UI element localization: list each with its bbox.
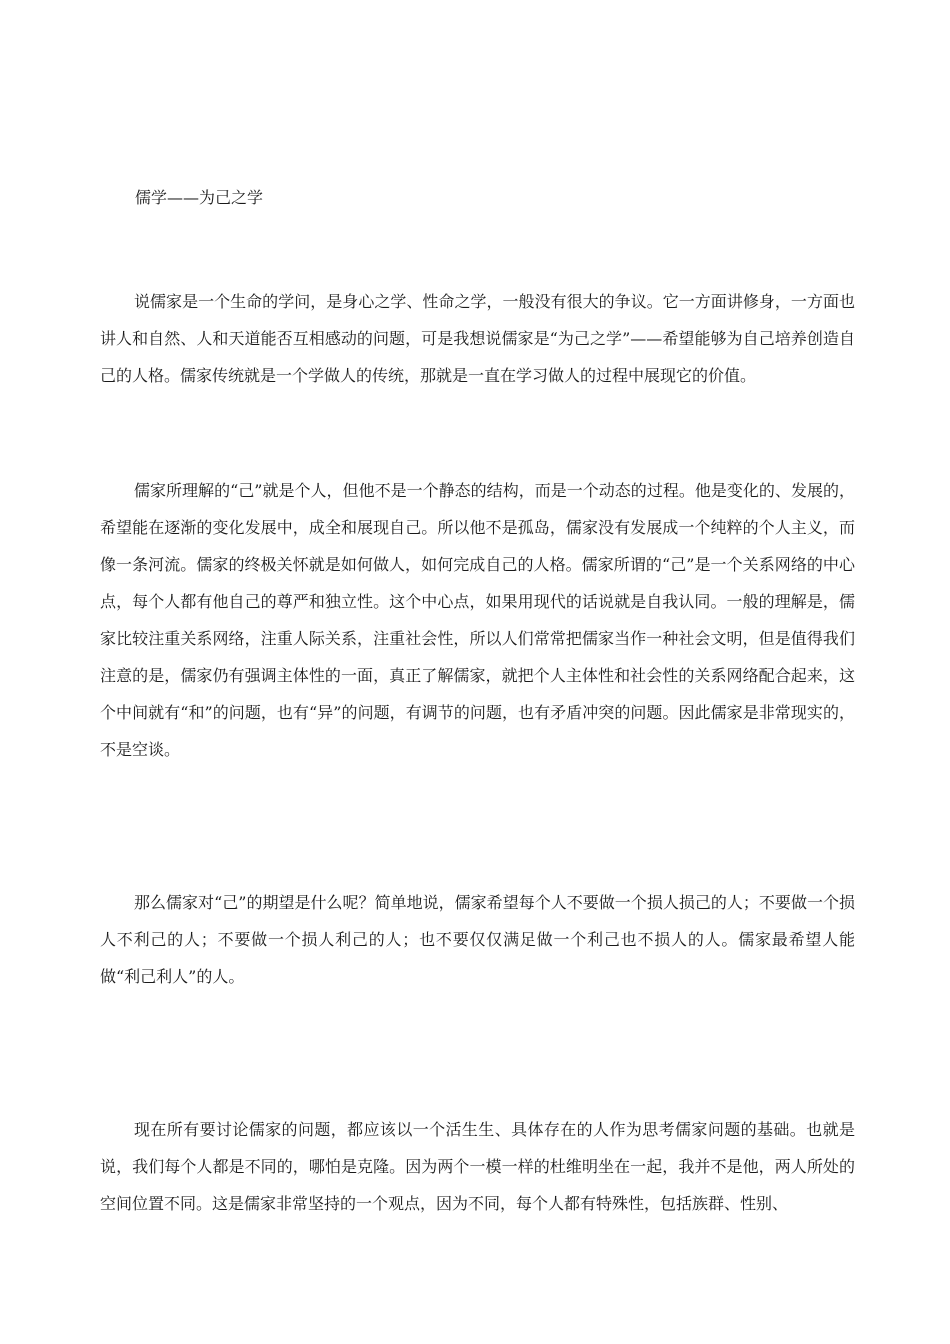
paragraph-3: 那么儒家对“己”的期望是什么呢？简单地说，儒家希望每个人不要做一个损人损己的人；不要做一个损人不利己的人；不要做一个损人利己的人；也不要仅仅满足做一个利己也不损人的人。儒家最希望人能做“利己利人”的人。 bbox=[100, 893, 855, 986]
paragraph-2: 儒家所理解的“己”就是个人，但他不是一个静态的结构，而是一个动态的过程。他是变化的、发展的，希望能在逐渐的变化发展中，成全和展现自己。所以他不是孤岛，儒家没有发展成一个纯粹的个人主义，而像一条河流。儒家的终极关怀就是如何做人，如何完成自己的人格。儒家所谓的“己”是一个关系网络的中心点，每个人都有他自己的尊严和独立性。这个中心点，如果用现代的话说就是自我认同。一般的理解是，儒家比较注重关系网络，注重人际关系，注重社会性，所以人们常常把儒家当作一种社会文明，但是值得我们注意的是，儒家仍有强调主体性的一面，真正了解儒家，就把个人主体性和社会性的关系网络配合起来，这个中间就有“和”的问题，也有“异”的问题，有调节的问题，也有矛盾冲突的问题。因此儒家是非常现实的，不是空谈。 bbox=[100, 481, 855, 759]
paragraph-4: 现在所有要讨论儒家的问题，都应该以一个活生生、具体存在的人作为思考儒家问题的基础。也就是说，我们每个人都是不同的，哪怕是克隆。因为两个一模一样的杜维明坐在一起，我并不是他，两人所处的空间位置不同。这是儒家非常坚持的一个观点，因为不同，每个人都有特殊性，包括族群、性别、 bbox=[100, 1120, 855, 1213]
document-title: 儒学——为己之学 bbox=[135, 188, 264, 207]
paragraph-1: 说儒家是一个生命的学问，是身心之学、性命之学，一般没有很大的争议。它一方面讲修身，一方面也讲人和自然、人和天道能否互相感动的问题，可是我想说儒家是“为己之学”——希望能够为自己培养创造自己的人格。儒家传统就是一个学做人的传统，那就是一直在学习做人的过程中展现它的价值。 bbox=[100, 292, 855, 385]
